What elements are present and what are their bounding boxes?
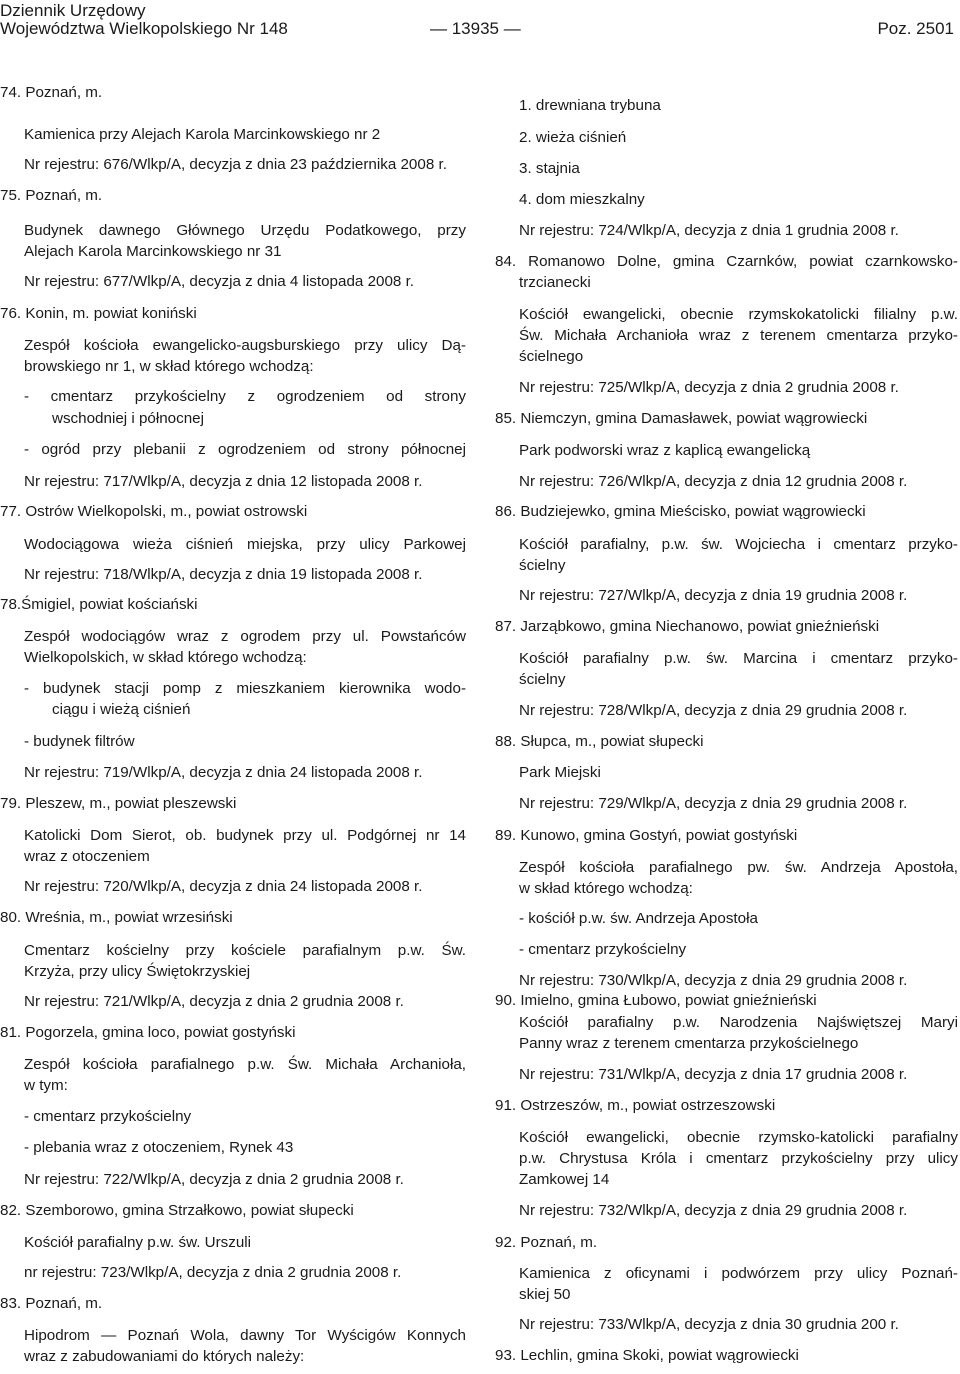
text-line: - ogród przy plebanii z ogrodzeniem od strony północnej — [24, 441, 466, 458]
text-line: 93. Lechlin, gmina Skoki, powiat wągrowiecki — [495, 1347, 799, 1364]
page-header — [0, 0, 960, 46]
text-line: Nr rejestru: 718/Wlkp/A, decyzja z dnia 19 listopada 2008 r. — [24, 566, 423, 583]
text-line: 87. Jarząbkowo, gmina Niechanowo, powiat gnieźnieński — [495, 618, 880, 635]
text-line: ścielny — [519, 671, 566, 688]
text-line: Alejach Karola Marcinkowskiego nr 31 — [24, 243, 282, 260]
text-line: Zespół kościoła parafialnego p.w. Św. Michała Archanioła, — [24, 1056, 466, 1073]
text-line: w skład którego wchodzą: — [519, 880, 693, 897]
text-line: trzcianecki — [519, 274, 591, 291]
text-line: 78.Śmigiel, powiat kościański — [0, 596, 198, 613]
text-line: 91. Ostrzeszów, m., powiat ostrzeszowski — [495, 1097, 776, 1114]
text-line: ciągu i wieżą ciśnień — [52, 701, 191, 718]
text-line: 80. Wreśnia, m., powiat wrzesiński — [0, 909, 233, 926]
text-line: 82. Szemborowo, gmina Strzałkowo, powiat słupecki — [0, 1202, 354, 1219]
text-line: - kościół p.w. św. Andrzeja Apostoła — [519, 910, 758, 927]
journal-title: Dziennik Urzędowy — [0, 1, 146, 20]
text-line: Nr rejestru: 721/Wlkp/A, decyzja z dnia 2 grudnia 2008 r. — [24, 993, 404, 1010]
text-line: Kościół parafialny, p.w. św. Wojciecha i cmentarz przyko- — [519, 536, 958, 553]
text-line: Nr rejestru: 728/Wlkp/A, decyzja z dnia 29 grudnia 2008 r. — [519, 702, 908, 719]
text-line: Park Miejski — [519, 764, 601, 781]
text-line: 88. Słupca, m., powiat słupecki — [495, 733, 704, 750]
text-line: Wielkopolskich, w skład którego wchodzą: — [24, 649, 307, 666]
text-line: 90. Imielno, gmina Łubowo, powiat gnieźnieński — [495, 992, 817, 1009]
text-line: nr rejestru: 723/Wlkp/A, decyzja z dnia 2 grudnia 2008 r. — [24, 1264, 402, 1281]
text-line: Nr rejestru: 717/Wlkp/A, decyzja z dnia 12 listopada 2008 r. — [24, 473, 423, 490]
text-line: 85. Niemczyn, gmina Damasławek, powiat wągrowiecki — [495, 410, 868, 427]
text-line: - cmentarz przykościelny — [24, 1108, 192, 1125]
text-line: 74. Poznań, m. — [0, 84, 103, 101]
text-line: 84. Romanowo Dolne, gmina Czarnków, powiat czarnkowsko- — [495, 253, 958, 270]
text-line: Zespół kościoła parafialnego pw. św. Andrzeja Apostoła, — [519, 859, 958, 876]
text-line: Kościół ewangelicki, obecnie rzymsko-katolicki parafialny — [519, 1129, 958, 1146]
text-line: Kamienica przy Alejach Karola Marcinkowskiego nr 2 — [24, 126, 381, 143]
text-line: - plebania wraz z otoczeniem, Rynek 43 — [24, 1139, 294, 1156]
text-line: Nr rejestru: 677/Wlkp/A, decyzja z dnia 4 listopada 2008 r. — [24, 273, 415, 290]
text-line: Kościół ewangelicki, obecnie rzymskokatolicki filialny p.w. — [519, 306, 958, 323]
text-line: - budynek stacji pomp z mieszkaniem kierownika wodo- — [24, 680, 466, 697]
text-line: w tym: — [24, 1077, 68, 1094]
text-line: ścielny — [519, 557, 566, 574]
text-line: wraz z zabudowaniami do których należy: — [24, 1348, 305, 1365]
text-line: wschodniej i północnej — [52, 410, 204, 427]
text-line: browskiego nr 1, w skład którego wchodzą: — [24, 358, 314, 375]
text-line: 92. Poznań, m. — [495, 1234, 598, 1251]
text-line: Nr rejestru: 724/Wlkp/A, decyzja z dnia 1 grudnia 2008 r. — [519, 222, 899, 239]
text-line: Nr rejestru: 720/Wlkp/A, decyzja z dnia 24 listopada 2008 r. — [24, 878, 423, 895]
text-line: Park podworski wraz z kaplicą ewangelicką — [519, 442, 811, 459]
page-number: — 13935 — — [430, 19, 521, 38]
text-line: Św. Michała Archanioła wraz z terenem cmentarza przyko- — [519, 327, 958, 344]
text-line: Nr rejestru: 725/Wlkp/A, decyzja z dnia 2 grudnia 2008 r. — [519, 379, 899, 396]
journal-issue: Województwa Wielkopolskiego Nr 148 — [0, 19, 288, 38]
text-line: Nr rejestru: 719/Wlkp/A, decyzja z dnia 24 listopada 2008 r. — [24, 764, 423, 781]
text-line: Zespół kościoła ewangelicko-augsburskiego przy ulicy Dą- — [24, 337, 466, 354]
text-line: Budynek dawnego Głównego Urzędu Podatkowego, przy — [24, 222, 466, 239]
text-line: Wodociągowa wieża ciśnień miejska, przy ulicy Parkowej — [24, 536, 466, 553]
text-line: 75. Poznań, m. — [0, 187, 103, 204]
text-line: 81. Pogorzela, gmina loco, powiat gostyński — [0, 1024, 296, 1041]
text-line: 83. Poznań, m. — [0, 1295, 103, 1312]
text-line: - cmentarz przykościelny z ogrodzeniem od strony — [24, 388, 466, 405]
text-line: Nr rejestru: 726/Wlkp/A, decyzja z dnia 12 grudnia 2008 r. — [519, 473, 908, 490]
text-line: Panny wraz z terenem cmentarza przykościelnego — [519, 1035, 859, 1052]
text-line: Krzyża, przy ulicy Świętokrzyskiej — [24, 963, 251, 980]
text-line: 2. wieża ciśnień — [519, 129, 627, 146]
text-line: Kościół parafialny p.w. Narodzenia Najświętszej Maryi — [519, 1014, 958, 1031]
text-line: skiej 50 — [519, 1286, 571, 1303]
text-line: 1. drewniana trybuna — [519, 97, 661, 114]
text-line: 3. stajnia — [519, 160, 580, 177]
text-line: 86. Budziejewko, gmina Mieścisko, powiat wągrowiecki — [495, 503, 866, 520]
text-line: Cmentarz kościelny przy kościele parafialnym p.w. Św. — [24, 942, 466, 959]
text-line: ścielnego — [519, 348, 584, 365]
text-line: - cmentarz przykościelny — [519, 941, 687, 958]
text-line: Kościół parafialny p.w. św. Urszuli — [24, 1234, 252, 1251]
text-line: Zamkowej 14 — [519, 1171, 610, 1188]
position-number: Poz. 2501 — [877, 19, 954, 38]
text-line: Kamienica z oficynami i podwórzem przy ulicy Poznań- — [519, 1265, 958, 1282]
text-line: Nr rejestru: 722/Wlkp/A, decyzja z dnia 2 grudnia 2008 r. — [24, 1171, 404, 1188]
text-line: Zespół wodociągów wraz z ogrodem przy ul. Powstańców — [24, 628, 466, 645]
text-line: Nr rejestru: 733/Wlkp/A, decyzja z dnia 30 grudnia 200 r. — [519, 1316, 899, 1333]
text-line: Nr rejestru: 730/Wlkp/A, decyzja z dnia 29 grudnia 2008 r. — [519, 972, 908, 989]
text-line: 4. dom mieszkalny — [519, 191, 645, 208]
text-line: Kościół parafialny p.w. św. Marcina i cmentarz przyko- — [519, 650, 958, 667]
text-line: Nr rejestru: 676/Wlkp/A, decyzja z dnia 23 października 2008 r. — [24, 156, 447, 173]
text-line: 77. Ostrów Wielkopolski, m., powiat ostrowski — [0, 503, 308, 520]
text-line: Nr rejestru: 732/Wlkp/A, decyzja z dnia 29 grudnia 2008 r. — [519, 1202, 908, 1219]
text-line: p.w. Chrystusa Króla i cmentarz przykościelny przy ulicy — [519, 1150, 958, 1167]
text-line: Nr rejestru: 727/Wlkp/A, decyzja z dnia 19 grudnia 2008 r. — [519, 587, 908, 604]
text-line: 89. Kunowo, gmina Gostyń, powiat gostyński — [495, 827, 798, 844]
text-line: Nr rejestru: 729/Wlkp/A, decyzja z dnia 29 grudnia 2008 r. — [519, 795, 908, 812]
text-line: 76. Konin, m. powiat koniński — [0, 305, 197, 322]
text-line: Nr rejestru: 731/Wlkp/A, decyzja z dnia 17 grudnia 2008 r. — [519, 1066, 908, 1083]
text-line: Katolicki Dom Sierot, ob. budynek przy ul. Podgórnej nr 14 — [24, 827, 466, 844]
text-line: wraz z otoczeniem — [24, 848, 150, 865]
text-line: Hipodrom — Poznań Wola, dawny Tor Wyścigów Konnych — [24, 1327, 466, 1344]
text-line: - budynek filtrów — [24, 733, 135, 750]
text-line: 79. Pleszew, m., powiat pleszewski — [0, 795, 237, 812]
